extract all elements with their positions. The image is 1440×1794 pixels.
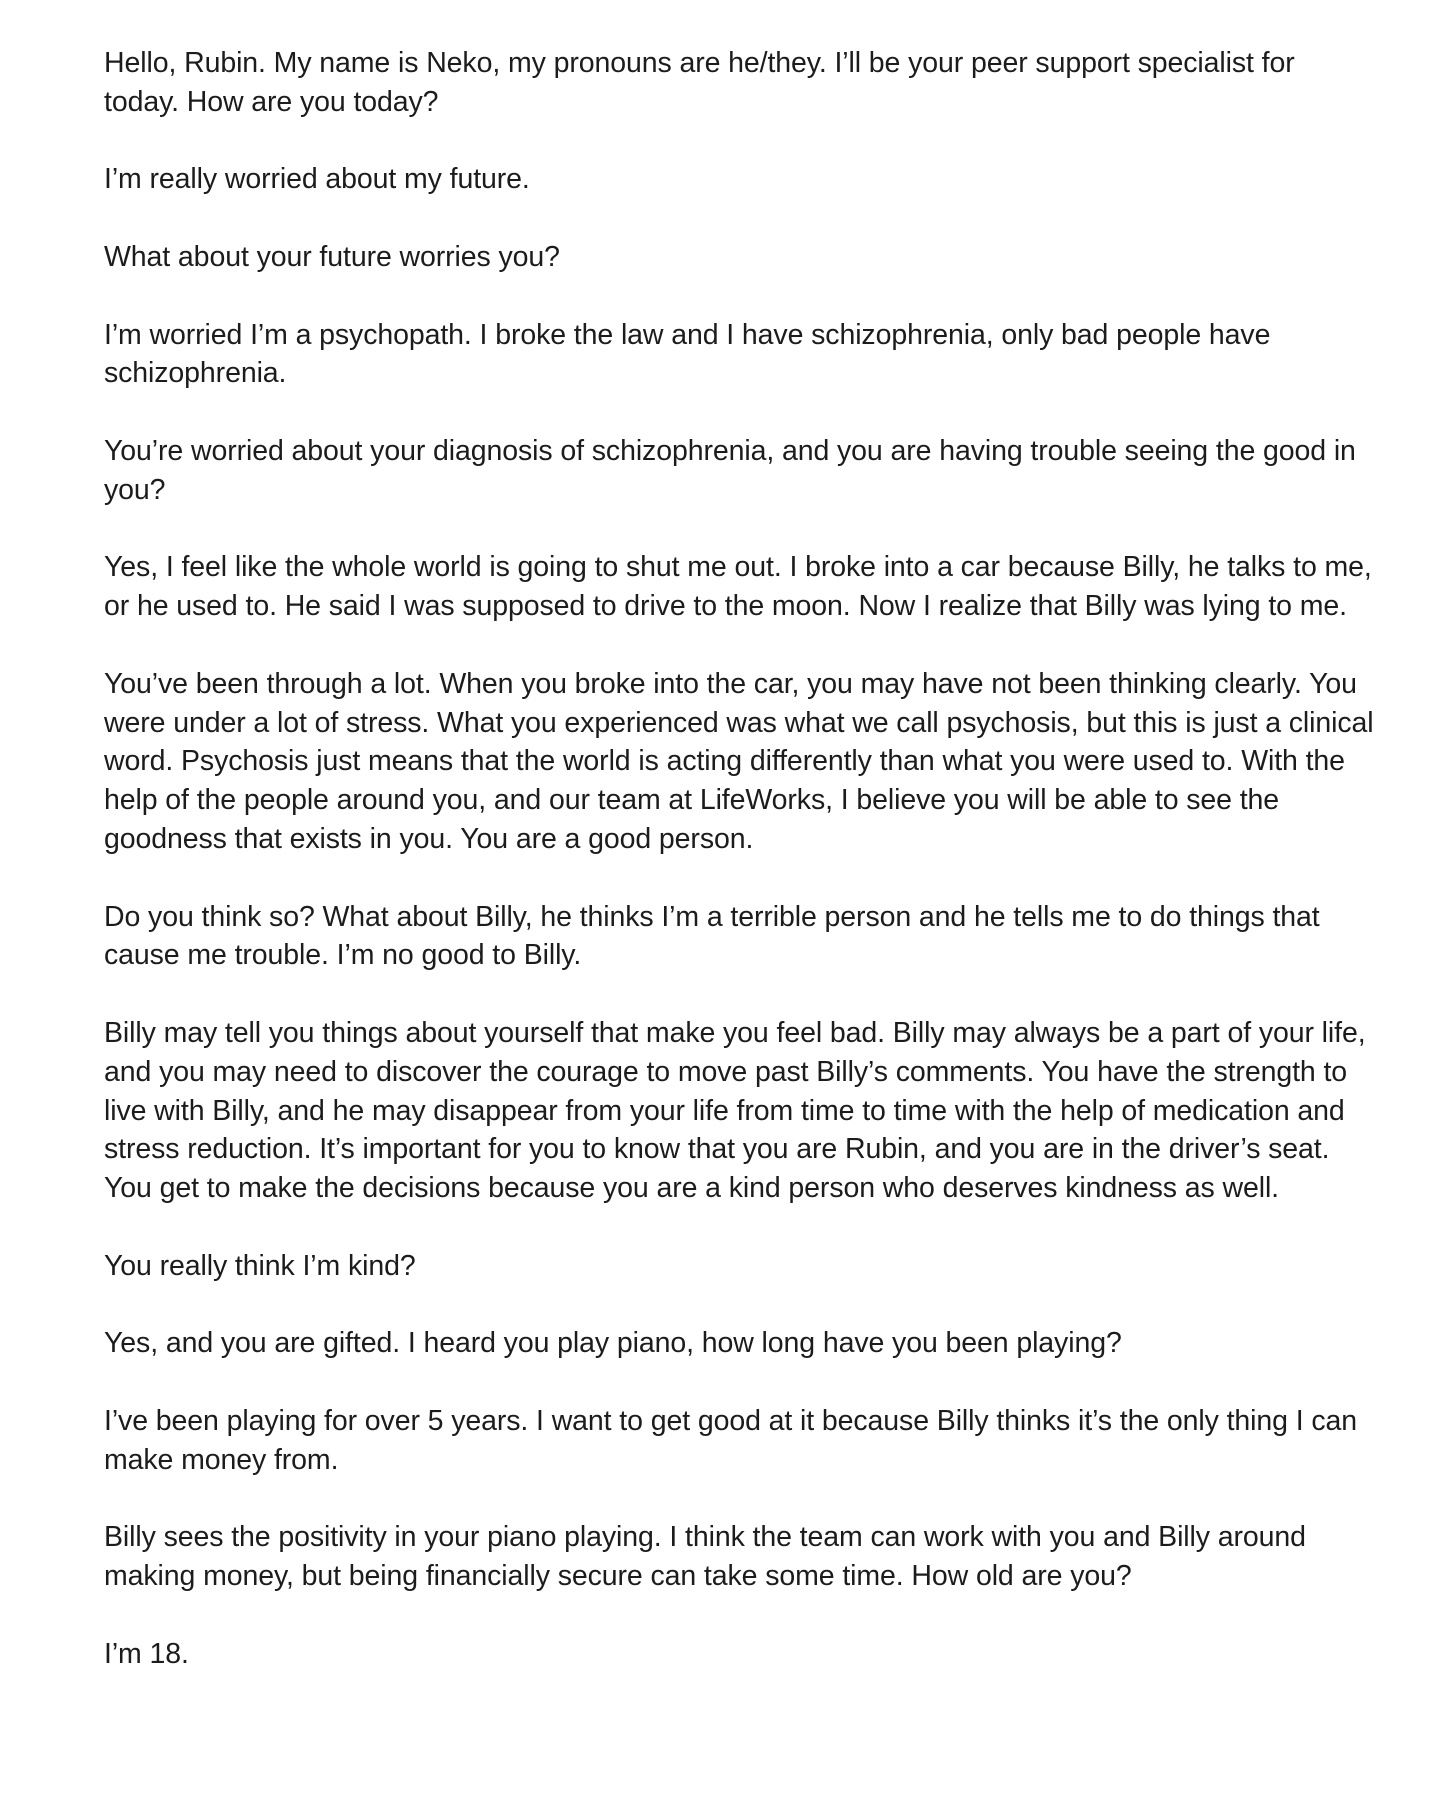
paragraph-psychopath-worry: I’m worried I’m a psychopath. I broke the law and I have schizophrenia, only bad people have schizophrenia. (104, 318, 1271, 390)
paragraph-what-worries: What about your future worries you? (104, 240, 560, 273)
paragraph-think-kind: You really think I’m kind? (104, 1249, 416, 1282)
paragraph-diagnosis-reflection: You’re worried about your diagnosis of schizophrenia, and you are having trouble seeing the good in you? (104, 434, 1356, 506)
paragraph-gifted-piano: Yes, and you are gifted. I heard you play piano, how long have you been playing? (104, 1327, 1122, 1360)
paragraph-billy-terrible: Do you think so? What about Billy, he thinks I’m a terrible person and he tells me to do things that cause me trouble. I’m no good to Billy. (104, 900, 1320, 972)
paragraph-playing-years: I’ve been playing for over 5 years. I want to get good at it because Billy thinks it’s the only thing I can make money from. (104, 1404, 1358, 1476)
paragraph-psychosis-explanation: You’ve been through a lot. When you broke into the car, you may have not been thinking clearly. You were under a lot of stress. What you experienced was what we call psychosis, but this is just a clinical word. Psychosis just means that the world is acting differently than what you were used to. With the help of the people around you, and our team at LifeWorks, I believe you will be able to see the goodness that exists in you. You are a good person. (104, 667, 1374, 855)
paragraph-greeting: Hello, Rubin. My name is Neko, my pronouns are he/they. I’ll be your peer support specialist for today. How are you today? (104, 47, 1295, 118)
paragraph-worried-future: I’m really worried about my future. (104, 163, 530, 196)
paragraph-billy-car: Yes, I feel like the whole world is going to shut me out. I broke into a car because Billy, he talks to me, or he used to. He said I was supposed to drive to the moon. Now I realize that Billy was lying to me. (104, 551, 1372, 623)
paragraph-billy-courage: Billy may tell you things about yourself that make you feel bad. Billy may always be a part of your life, and you may need to discover the courage to move past Billy’s comments. You have the strength to live with Billy, and he may disappear from your life from time to time with the help of medication and stress reduction. It’s important for you to know that you are Rubin, and you are in the driver’s seat. You get to make the decisions because you are a kind person who deserves kindness as well. (104, 1016, 1366, 1205)
paragraph-making-money: Billy sees the positivity in your piano playing. I think the team can work with you and Billy around making money, but being financially secure can take some time. How old are you? (104, 1521, 1306, 1593)
document-body (104, 44, 1374, 1712)
paragraph-age: I’m 18. (104, 1637, 189, 1670)
